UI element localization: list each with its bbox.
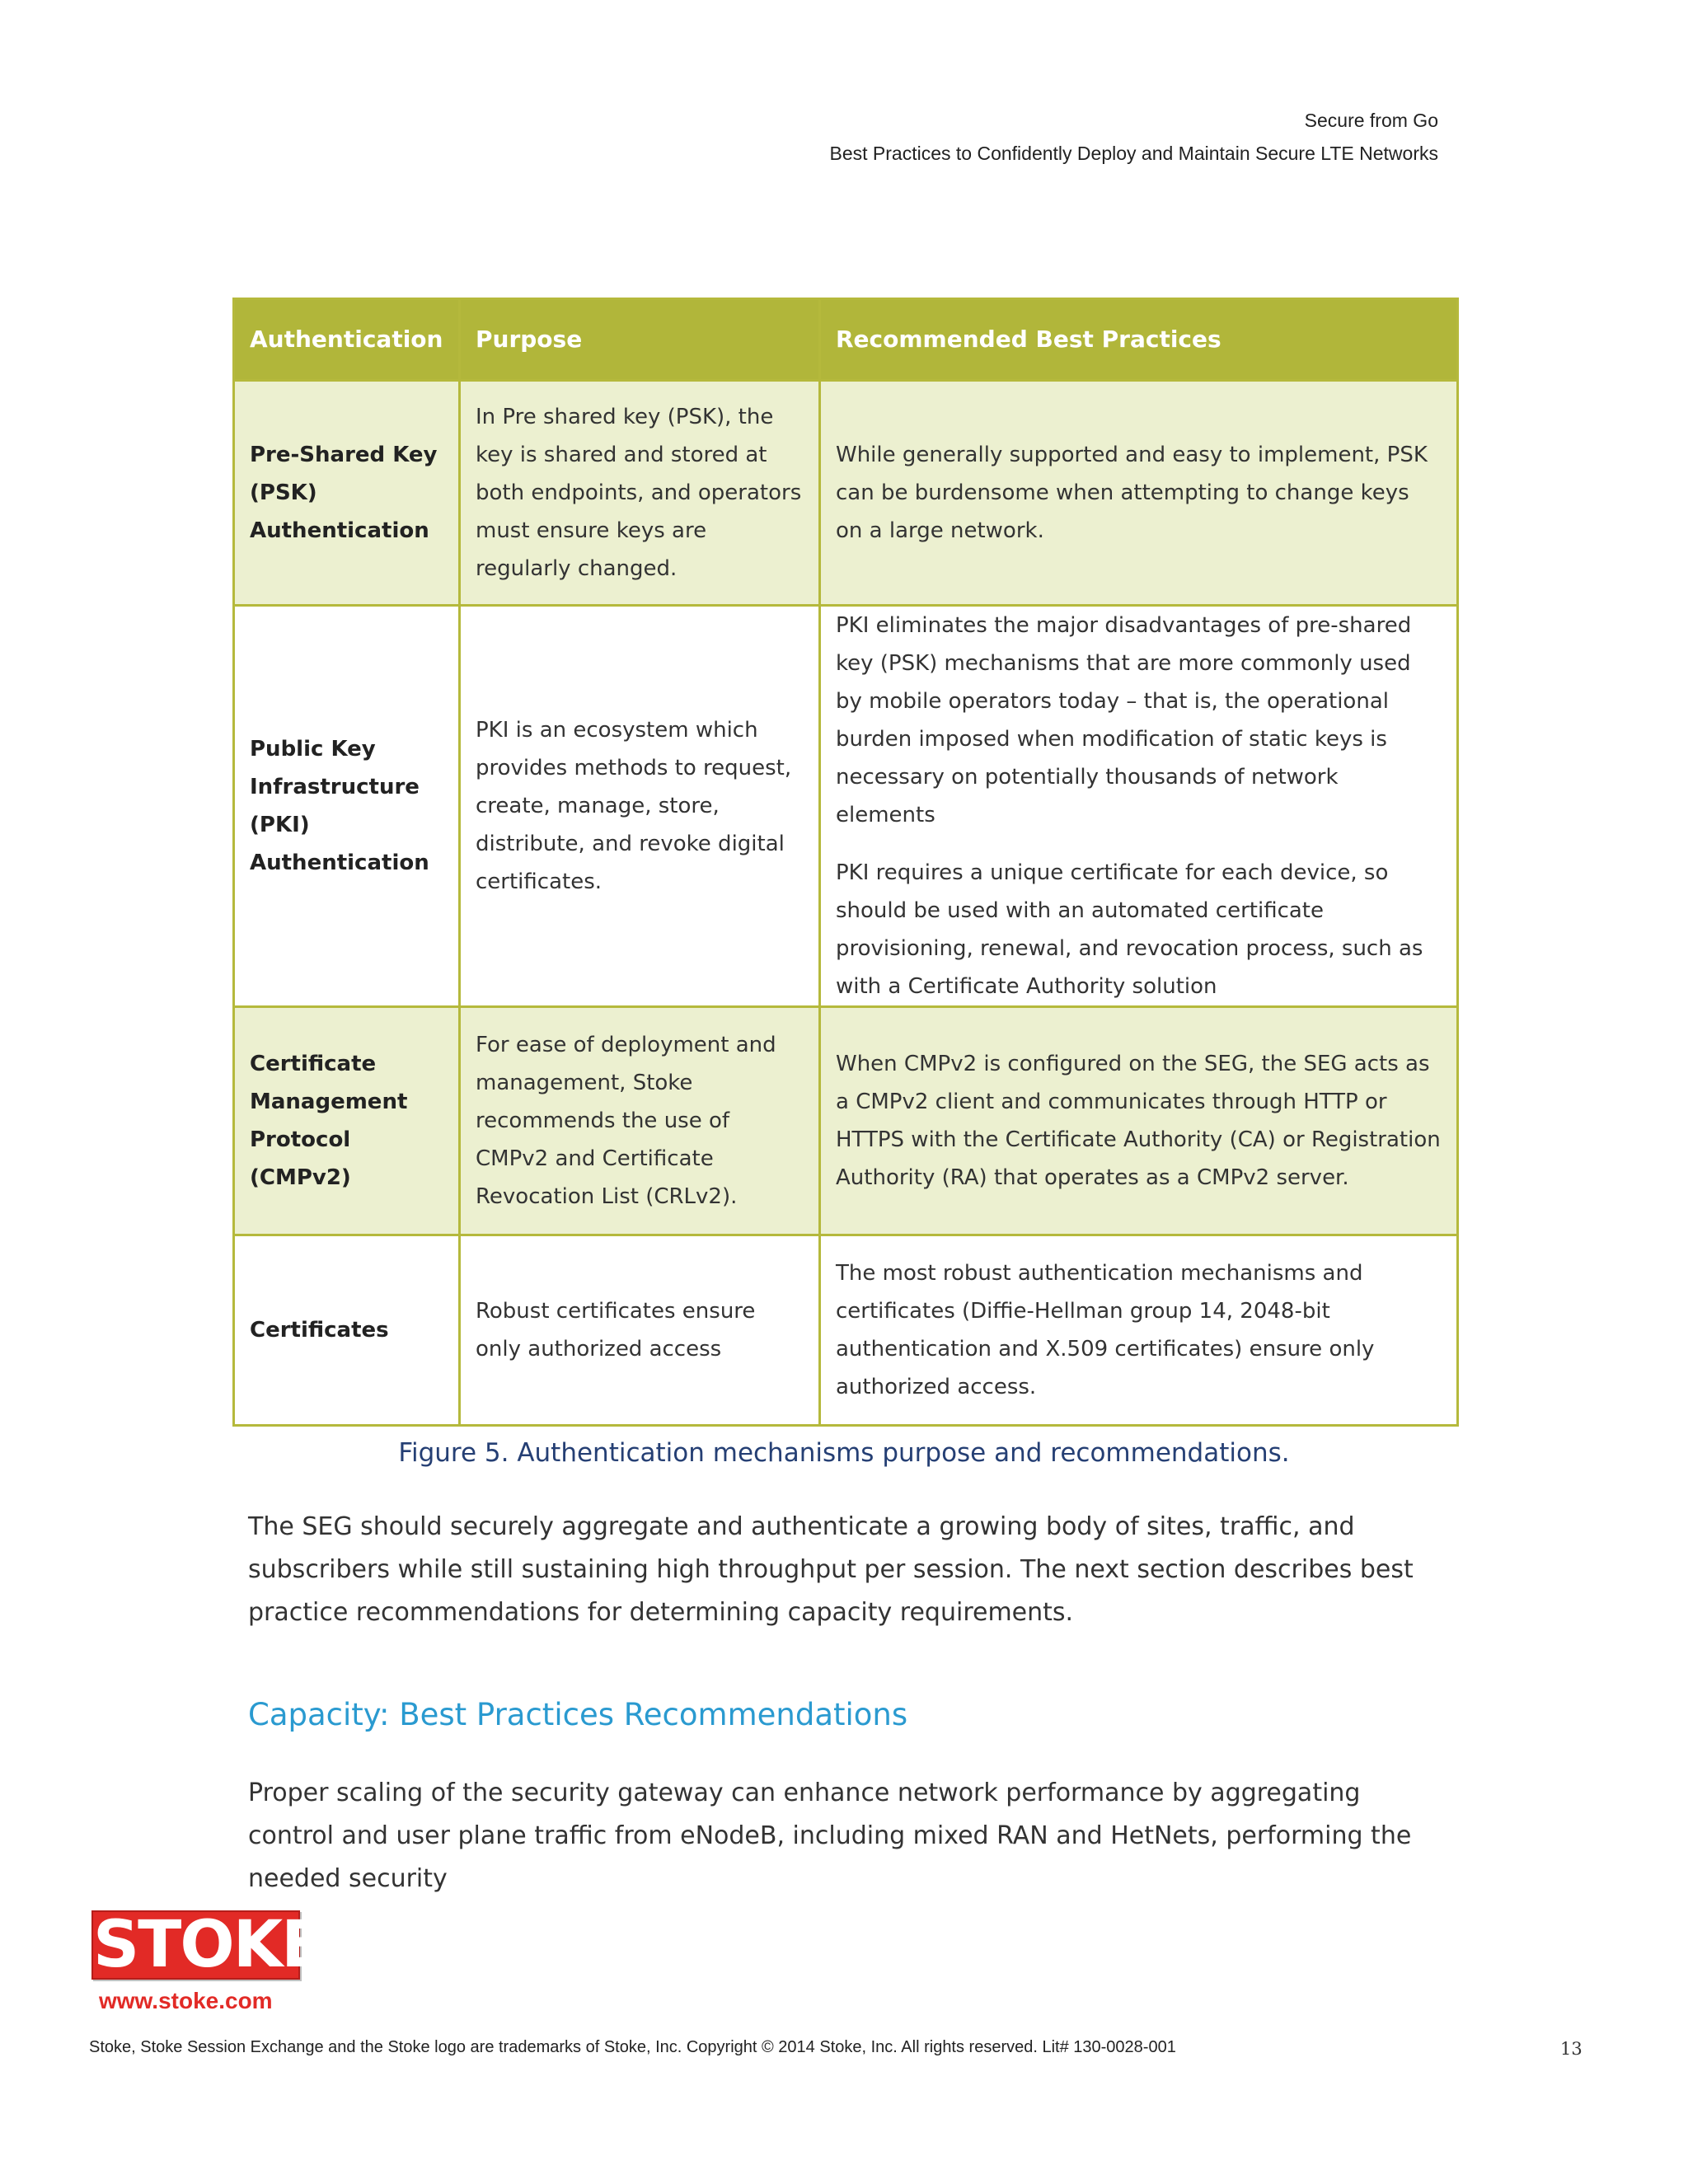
column-header-purpose: Purpose [460,299,820,381]
column-header-authentication: Authentication [234,299,460,381]
authentication-cell: Public Key Infrastructure (PKI) Authentication [234,606,460,1007]
authentication-table [232,298,1459,1427]
practices-cell [820,1235,1458,1426]
table-row [234,1235,1458,1426]
purpose-cell: Robust certificates ensure only authorized access [460,1235,820,1426]
body-paragraph: The SEG should securely aggregate and authenticate a growing body of sites, traffic, and subscribers while still sustaining high throughput per session. The next section describes best practice recommendations for determining capacity requirements. [248,1512,1414,1627]
stoke-logo: STOKE [93,1908,324,1982]
purpose-cell: For ease of deployment and management, Stoke recommends the use of CMPv2 and Certificate Revocation List (CRLv2). [460,1007,820,1235]
purpose-cell: PKI is an ecosystem which provides methods to request, create, manage, store, distribute, and revoke digital certificates. [460,606,820,1007]
practice-paragraph: While generally supported and easy to implement, PSK can be burdensome when attempting to change keys on a large network. [836,443,1428,543]
table-row [234,606,1458,1007]
practice-paragraph: PKI requires a unique certificate for each device, so should be used with an automated certificate provisioning, renewal, and revocation process, such as with a Certificate Authority solution [836,860,1423,999]
table-row [234,1007,1458,1235]
column-header-best-practices: Recommended Best Practices [820,299,1458,381]
table-row [234,381,1458,606]
practice-paragraph: The most robust authentication mechanisms and certificates (Diffie-Hellman group 14, 2048-bit authentication and X.509 certificates) ensure only authorized access. [836,1261,1375,1399]
practices-cell [820,1007,1458,1235]
practices-cell [820,381,1458,606]
authentication-cell: Certificate Management Protocol (CMPv2) [234,1007,460,1235]
authentication-cell: Certificates [234,1235,460,1426]
table-header-row [234,299,1458,381]
body-paragraph: Proper scaling of the security gateway can enhance network performance by aggregating control and user plane traffic from eNodeB, including mixed RAN and HetNets, performing the needed security [248,1779,1412,1893]
purpose-cell: In Pre shared key (PSK), the key is shared and stored at both endpoints, and operators must ensure keys are regularly changed. [460,381,820,606]
page-number: 13 [1560,2039,1582,2059]
practices-cell [820,606,1458,1007]
practice-paragraph: When CMPv2 is configured on the SEG, the SEG acts as a CMPv2 client and communicates through HTTP or HTTPS with the Certificate Authority (CA) or Registration Authority (RA) that operates as a CMPv2 server. [836,1052,1441,1190]
website-url[interactable]: www.stoke.com [99,1988,273,2013]
section-heading: Capacity: Best Practices Recommendations [248,1696,908,1732]
practice-paragraph: PKI eliminates the major disadvantages of pre-shared key (PSK) mechanisms that are more commonly used by mobile operators today – that is, the operational burden imposed when modification of static keys is necessary on potentially thousands of network elements [836,613,1412,827]
header-subtitle: Best Practices to Confidently Deploy and Maintain Secure LTE Networks [829,143,1438,164]
authentication-cell: Pre-Shared Key (PSK) Authentication [234,381,460,606]
header-title: Secure from Go [1304,110,1438,131]
copyright-notice: Stoke, Stoke Session Exchange and the Stoke logo are trademarks of Stoke, Inc. Copyright © 2014 Stoke, Inc. All rights reserved. Lit# 130-0028-001 [89,2038,1176,2056]
figure-caption: Figure 5. Authentication mechanisms purpose and recommendations. [398,1438,1290,1468]
